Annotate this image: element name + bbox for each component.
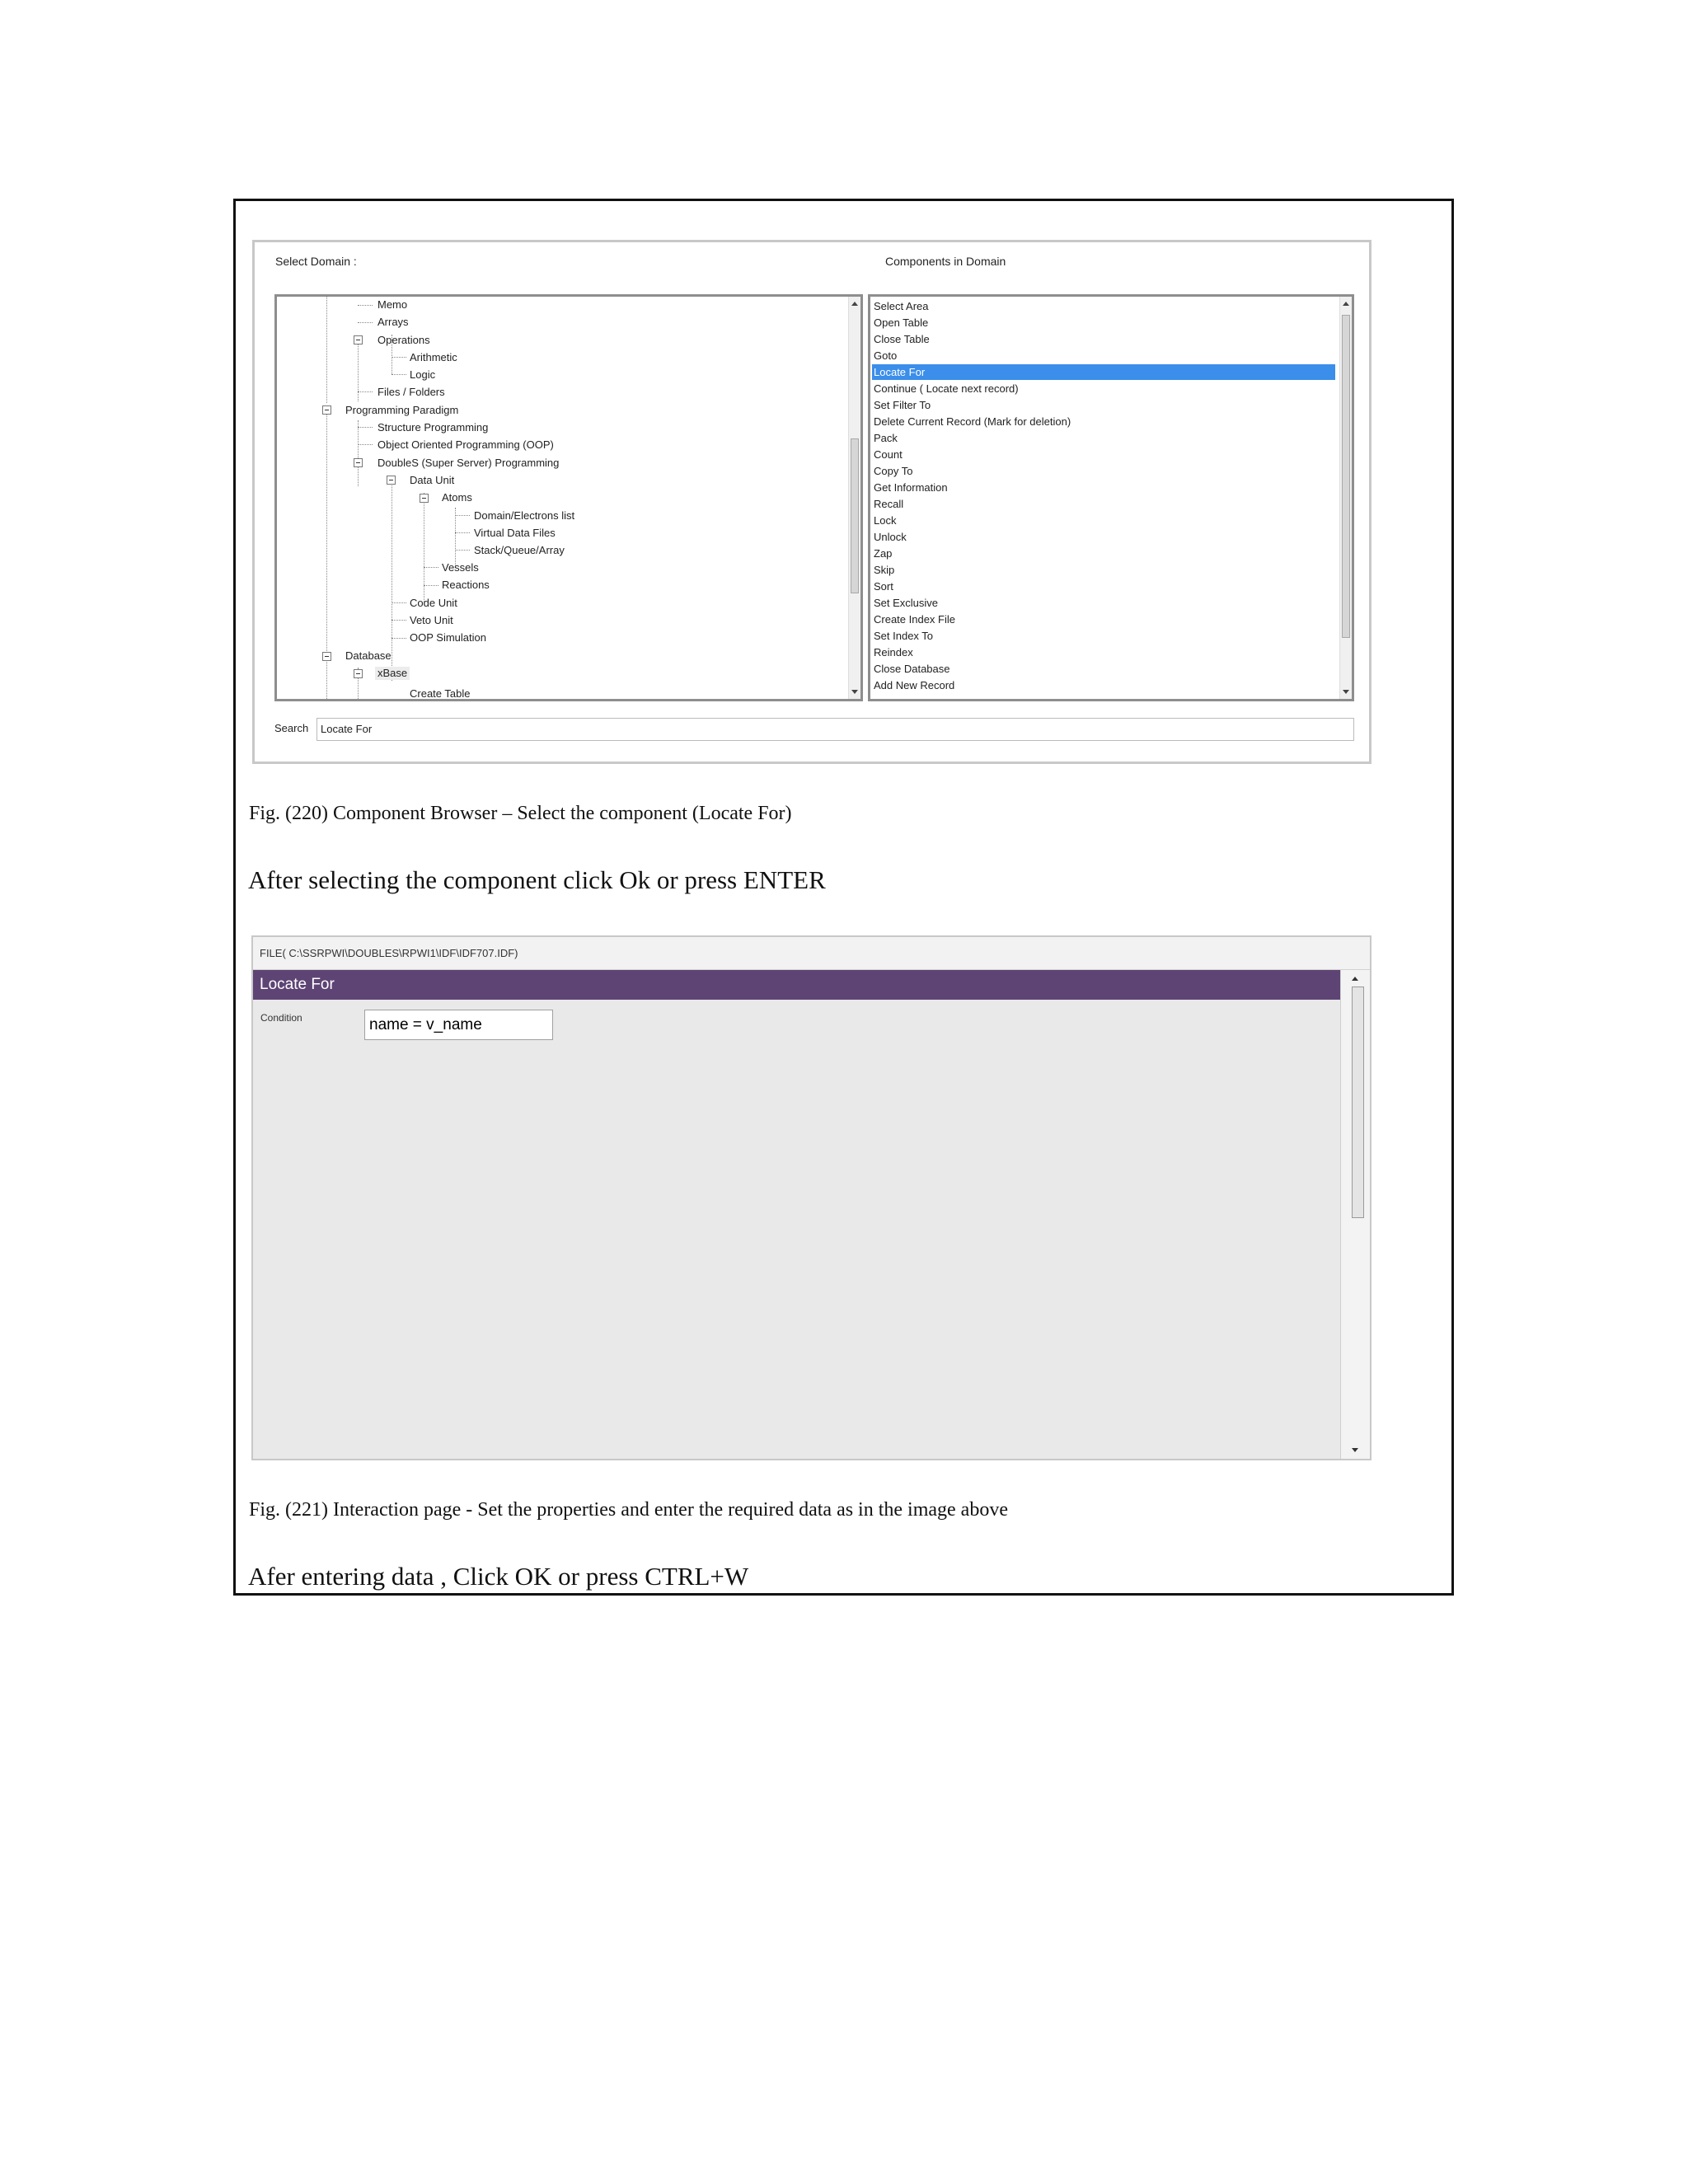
scroll-up-icon[interactable] [851, 302, 858, 306]
domain-tree[interactable] [274, 294, 863, 701]
search-input[interactable]: Locate For [316, 718, 1354, 741]
tree-node[interactable]: Object Oriented Programming (OOP) [377, 438, 554, 451]
list-item[interactable]: Set Filter To [874, 399, 931, 411]
tree-node[interactable]: Structure Programming [377, 421, 489, 434]
list-item[interactable]: Open Table [874, 316, 929, 329]
list-item-selected[interactable]: Locate For [872, 364, 1335, 380]
tree-scrollbar[interactable] [848, 297, 860, 699]
list-item[interactable]: Close Database [874, 663, 950, 675]
scroll-thumb[interactable] [851, 438, 859, 593]
tree-node[interactable]: Data Unit [410, 474, 455, 486]
scroll-up-icon[interactable] [1343, 302, 1349, 306]
collapse-icon[interactable] [354, 335, 363, 344]
collapse-icon[interactable] [354, 669, 363, 678]
form-title: Locate For [253, 970, 1340, 1000]
collapse-icon[interactable] [420, 494, 429, 503]
collapse-icon[interactable] [387, 476, 396, 485]
instruction-text-2: Afer entering data , Click OK or press CTRL+W [248, 1562, 749, 1591]
component-browser-dialog [252, 240, 1372, 764]
tree-node[interactable]: Virtual Data Files [474, 527, 556, 539]
tree-node[interactable]: Memo [377, 298, 408, 311]
scroll-down-icon[interactable] [1343, 690, 1349, 694]
tree-node[interactable]: Veto Unit [410, 614, 453, 626]
list-item[interactable]: Add New Record [874, 679, 955, 691]
scroll-down-icon[interactable] [1352, 1448, 1358, 1452]
list-item[interactable]: Set Exclusive [874, 597, 939, 609]
figure-caption-221: Fig. (221) Interaction page - Set the properties and enter the required data as in the image above [249, 1499, 1008, 1521]
tree-node[interactable]: Arrays [377, 316, 409, 328]
list-item[interactable]: Zap [874, 547, 893, 560]
tree-node[interactable]: Stack/Queue/Array [474, 544, 565, 556]
list-item[interactable]: Pack [874, 432, 898, 444]
tree-node[interactable]: xBase [375, 667, 410, 680]
collapse-icon[interactable] [322, 405, 331, 415]
list-item[interactable]: Set Index To [874, 630, 934, 642]
tree-node[interactable]: Arithmetic [410, 351, 457, 363]
list-item[interactable]: Sort [874, 580, 893, 593]
list-item[interactable]: Goto [874, 349, 898, 362]
list-item[interactable]: Create Index File [874, 613, 955, 626]
list-item[interactable]: Skip [874, 564, 895, 576]
search-row [274, 717, 1354, 745]
condition-label: Condition [260, 1012, 302, 1024]
scroll-thumb[interactable] [1342, 315, 1350, 638]
tree-node[interactable]: Atoms [442, 491, 472, 504]
list-scrollbar[interactable] [1339, 297, 1352, 699]
tree-node[interactable]: Domain/Electrons list [474, 509, 575, 522]
list-item[interactable]: Lock [874, 514, 897, 527]
scroll-down-icon[interactable] [851, 690, 858, 694]
list-item[interactable]: Delete Current Record (Mark for deletion) [874, 415, 1071, 428]
tree-node[interactable]: Database [345, 649, 392, 662]
list-item[interactable]: Get Information [874, 481, 948, 494]
tree-node[interactable]: Code Unit [410, 597, 457, 609]
file-path-bar: FILE( C:\SSRPWI\DOUBLES\RPWI1\IDF\IDF707.IDF) [253, 937, 1370, 970]
list-item[interactable]: Recall [874, 498, 904, 510]
components-in-domain-label: Components in Domain [885, 255, 1006, 268]
tree-node[interactable]: DoubleS (Super Server) Programming [377, 457, 560, 469]
list-item[interactable]: Copy To [874, 465, 913, 477]
tree-node[interactable]: Create Table [410, 687, 471, 700]
condition-input[interactable]: name = v_name [364, 1010, 553, 1040]
tree-node[interactable]: OOP Simulation [410, 631, 486, 644]
figure-caption-220: Fig. (220) Component Browser – Select the component (Locate For) [249, 803, 792, 824]
search-label: Search [274, 722, 309, 734]
components-list[interactable] [868, 294, 1354, 701]
instruction-text-1: After selecting the component click Ok or press ENTER [248, 865, 826, 894]
list-item[interactable]: Close Table [874, 333, 930, 345]
form-scrollbar[interactable] [1340, 970, 1370, 1459]
tree-node[interactable]: Logic [410, 368, 436, 381]
list-item[interactable]: Unlock [874, 531, 907, 543]
interaction-page-dialog [251, 935, 1372, 1460]
tree-node[interactable]: Vessels [442, 561, 479, 574]
list-item[interactable]: Reindex [874, 646, 913, 658]
list-item[interactable]: Select Area [874, 300, 929, 312]
tree-node[interactable]: Reactions [442, 579, 490, 591]
collapse-icon[interactable] [322, 652, 331, 661]
list-item[interactable]: Count [874, 448, 903, 461]
tree-node[interactable]: Operations [377, 334, 430, 346]
tree-node[interactable]: Files / Folders [377, 386, 445, 398]
scroll-thumb[interactable] [1352, 987, 1364, 1218]
select-domain-label: Select Domain : [275, 255, 357, 268]
tree-node[interactable]: Programming Paradigm [345, 404, 459, 416]
collapse-icon[interactable] [354, 458, 363, 467]
list-item[interactable]: Continue ( Locate next record) [874, 382, 1019, 395]
scroll-up-icon[interactable] [1352, 977, 1358, 981]
